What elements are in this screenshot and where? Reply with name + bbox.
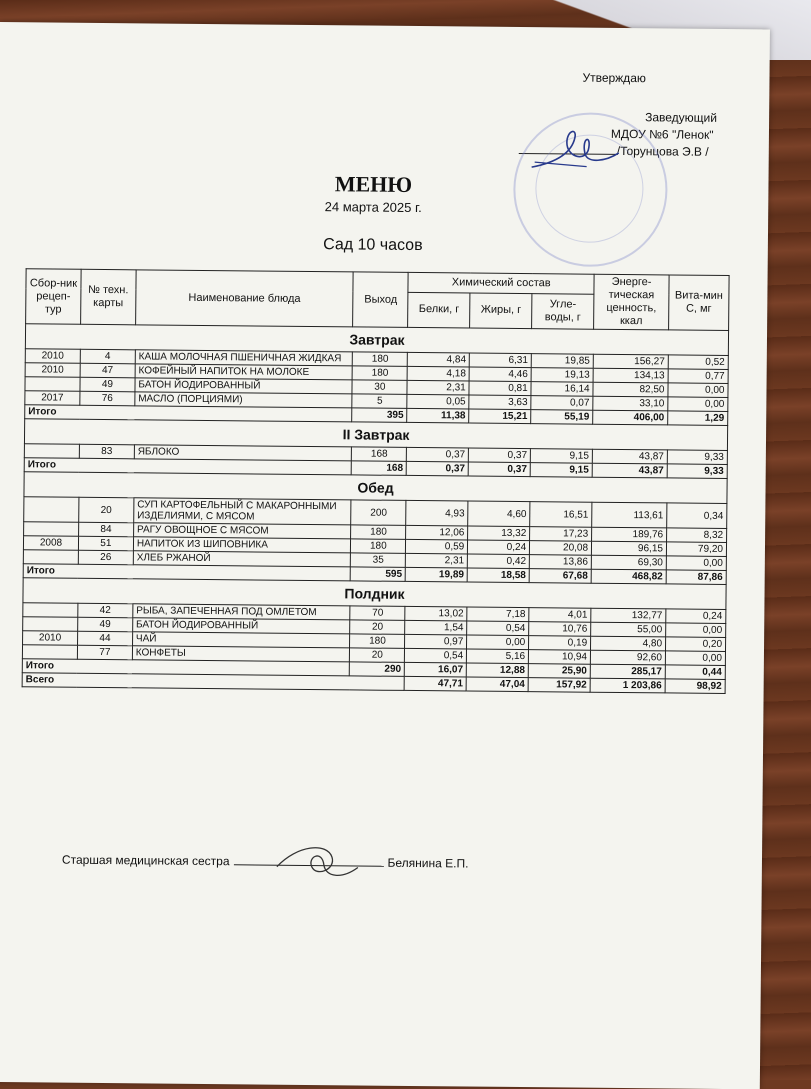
- cell-fat: 0,00: [467, 635, 529, 650]
- cell-card: 51: [78, 536, 133, 551]
- cell-collection: 2010: [25, 363, 80, 378]
- cell-protein: 1,54: [405, 620, 467, 635]
- cell-energy: 189,76: [592, 527, 667, 542]
- cell-fat: 0,37: [469, 448, 531, 463]
- cell-collection: [23, 617, 78, 632]
- cell-vitamin: 8,32: [667, 528, 727, 543]
- cell-total-label: Итого: [25, 405, 353, 422]
- header-fat: Жиры, г: [470, 293, 532, 329]
- director-signature-icon: [527, 122, 628, 178]
- cell-collection: [24, 444, 79, 459]
- cell-card: 20: [79, 497, 134, 523]
- header-carbs: Угле-воды, г: [532, 293, 594, 329]
- nurse-signature-icon: [272, 837, 362, 888]
- cell-dish: СУП КАРТОФЕЛЬНЫЙ С МАКАРОННЫМИ ИЗДЕЛИЯМИ, С МЯСОМ: [134, 498, 352, 525]
- cell-total-carbs: 9,15: [530, 463, 592, 478]
- cell-yield: 168: [352, 447, 407, 462]
- cell-total-carbs: 55,19: [531, 410, 593, 425]
- cell-fat: 0,54: [467, 621, 529, 636]
- cell-yield: 180: [351, 539, 406, 554]
- header-dish: Наименование блюда: [135, 270, 353, 327]
- cell-energy: 113,61: [592, 502, 667, 528]
- cell-energy: 43,87: [592, 449, 667, 464]
- cell-collection: [25, 377, 80, 392]
- cell-yield: 180: [353, 352, 408, 367]
- cell-protein: 0,37: [407, 447, 469, 462]
- cell-fat: 3,63: [469, 395, 531, 410]
- cell-collection: 2010: [23, 631, 78, 646]
- cell-energy: 33,10: [593, 396, 668, 411]
- cell-total-label: Итого: [22, 659, 350, 676]
- cell-grand-energy: 1 203,86: [590, 678, 665, 693]
- cell-dish: ХЛЕБ РЖАНОЙ: [133, 551, 351, 567]
- cell-card: 49: [78, 617, 133, 632]
- cell-energy: 55,00: [591, 622, 666, 637]
- approval-label: Утверждаю: [582, 70, 646, 86]
- cell-vitamin: 0,00: [665, 651, 725, 666]
- cell-protein: 12,06: [406, 525, 468, 540]
- cell-fat: 7,18: [467, 607, 529, 622]
- section-title: Полдник: [23, 578, 726, 610]
- cell-vitamin: 0,77: [668, 369, 728, 384]
- cell-total-fat: 12,88: [466, 663, 528, 678]
- cell-collection: [23, 550, 78, 565]
- cell-yield: 70: [350, 606, 405, 621]
- cell-collection: 2017: [25, 391, 80, 406]
- cell-collection: 2010: [25, 349, 80, 364]
- cell-carbs: 19,85: [531, 354, 593, 369]
- cell-protein: 0,54: [405, 648, 467, 663]
- approval-head: Заведующий: [645, 110, 718, 125]
- cell-dish: ЯБЛОКО: [134, 445, 352, 461]
- cell-vitamin: 0,00: [668, 397, 728, 412]
- cell-protein: 13,02: [405, 606, 467, 621]
- cell-carbs: 10,76: [529, 622, 591, 637]
- cell-vitamin: 0,00: [666, 556, 726, 571]
- cell-carbs: 0,19: [529, 636, 591, 651]
- cell-vitamin: 9,33: [667, 450, 727, 465]
- cell-total-fat: 0,37: [468, 462, 530, 477]
- cell-protein: 4,93: [406, 500, 468, 526]
- cell-carbs: 0,07: [531, 396, 593, 411]
- cell-total-carbs: 67,68: [529, 569, 591, 584]
- cell-fat: 13,32: [468, 526, 530, 541]
- cell-card: 49: [80, 377, 135, 392]
- table-header: [26, 269, 729, 331]
- footer-name: Белянина Е.П.: [387, 855, 469, 871]
- cell-total-vitamin: 0,44: [665, 665, 725, 680]
- cell-vitamin: 0,34: [667, 503, 727, 529]
- menu-sheet: [0, 22, 770, 1089]
- cell-vitamin: 0,24: [666, 609, 726, 624]
- cell-total-protein: 19,89: [405, 567, 467, 582]
- cell-grand-carbs: 157,92: [528, 678, 590, 693]
- cell-grand-protein: 47,71: [404, 676, 466, 691]
- cell-total-energy: 406,00: [593, 410, 668, 425]
- cell-protein: 0,05: [407, 394, 469, 409]
- cell-fat: 4,60: [468, 501, 530, 527]
- cell-collection: 2008: [23, 536, 78, 551]
- approval-name: /Торунцова Э.В /: [616, 143, 709, 159]
- cell-protein: 0,59: [406, 539, 468, 554]
- cell-dish: МАСЛО (ПОРЦИЯМИ): [135, 392, 353, 408]
- section-title: II Завтрак: [24, 419, 727, 451]
- cell-yield: 35: [351, 553, 406, 568]
- cell-total-yield: 168: [352, 461, 407, 476]
- cell-card: 4: [80, 349, 135, 364]
- cell-card: 84: [79, 522, 134, 537]
- cell-dish: НАПИТОК ИЗ ШИПОВНИКА: [133, 537, 351, 553]
- cell-card: 42: [78, 603, 133, 618]
- cell-protein: 0,97: [405, 634, 467, 649]
- header-chem: Химический состав: [408, 272, 594, 293]
- cell-total-label: Итого: [23, 564, 351, 581]
- cell-vitamin: 0,20: [666, 637, 726, 652]
- cell-yield: 180: [352, 366, 407, 381]
- cell-total-yield: 290: [350, 662, 405, 677]
- cell-total-protein: 0,37: [407, 461, 469, 476]
- cell-card: 47: [80, 363, 135, 378]
- cell-fat: 5,16: [467, 649, 529, 664]
- cell-total-fat: 18,58: [467, 568, 529, 583]
- cell-fat: 0,81: [469, 381, 531, 396]
- footer-signature: [62, 853, 469, 871]
- cell-yield: 180: [351, 525, 406, 540]
- cell-yield: 5: [352, 394, 407, 409]
- cell-dish: БАТОН ЙОДИРОВАННЫЙ: [135, 378, 353, 394]
- section-title: Завтрак: [25, 324, 728, 356]
- cell-total-energy: 285,17: [590, 664, 665, 679]
- page-title: МЕНЮ: [334, 171, 413, 197]
- cell-total-energy: 468,82: [591, 569, 666, 584]
- cell-carbs: 19,13: [531, 368, 593, 383]
- cell-total-vitamin: 1,29: [668, 411, 728, 426]
- cell-total-protein: 16,07: [405, 662, 467, 677]
- cell-dish: РАГУ ОВОЩНОЕ С МЯСОМ: [133, 523, 351, 539]
- approval-org: МДОУ №6 "Ленок": [610, 126, 714, 142]
- cell-grand-vitamin: 98,92: [665, 679, 725, 694]
- header-vitamin: Вита-мин С, мг: [669, 275, 730, 331]
- cell-total-protein: 11,38: [407, 408, 469, 423]
- cell-carbs: 10,94: [529, 650, 591, 665]
- table-body: [22, 324, 728, 694]
- cell-protein: 4,84: [408, 352, 470, 367]
- cell-energy: 156,27: [593, 354, 668, 369]
- menu-table: [22, 268, 730, 694]
- cell-carbs: 17,23: [530, 527, 592, 542]
- cell-yield: 30: [352, 380, 407, 395]
- cell-collection: [22, 645, 77, 660]
- cell-total-fat: 15,21: [469, 409, 531, 424]
- cell-dish: БАТОН ЙОДИРОВАННЫЙ: [133, 618, 351, 634]
- cell-grand-fat: 47,04: [466, 677, 528, 692]
- cell-card: 26: [78, 550, 133, 565]
- cell-yield: 180: [350, 634, 405, 649]
- cell-grand-label: Всего: [22, 673, 404, 691]
- header-card: № техн. карты: [81, 269, 136, 325]
- header-collection: Сбор-ник рецеп-тур: [26, 269, 81, 325]
- cell-carbs: 16,14: [531, 382, 593, 397]
- cell-fat: 4,46: [469, 367, 531, 382]
- cell-total-yield: 395: [352, 408, 407, 423]
- cell-vitamin: 0,00: [666, 623, 726, 638]
- cell-collection: [23, 603, 78, 618]
- cell-total-vitamin: 9,33: [667, 464, 727, 479]
- cell-dish: РЫБА, ЗАПЕЧЕННАЯ ПОД ОМЛЕТОМ: [133, 604, 351, 620]
- cell-protein: 2,31: [407, 380, 469, 395]
- header-protein: Белки, г: [408, 292, 470, 328]
- cell-vitamin: 79,20: [666, 542, 726, 557]
- cell-total-energy: 43,87: [592, 463, 667, 478]
- group-name: Сад 10 часов: [323, 236, 423, 255]
- section-title: Обед: [24, 472, 727, 504]
- cell-card: 44: [77, 631, 132, 646]
- cell-energy: 69,30: [591, 555, 666, 570]
- cell-protein: 4,18: [407, 366, 469, 381]
- cell-fat: 0,42: [468, 554, 530, 569]
- cell-total-label: Итого: [24, 458, 352, 475]
- cell-fat: 0,24: [468, 540, 530, 555]
- cell-dish: КОНФЕТЫ: [132, 646, 350, 662]
- cell-card: 77: [77, 645, 132, 660]
- cell-carbs: 9,15: [530, 449, 592, 464]
- cell-energy: 92,60: [590, 650, 665, 665]
- cell-total-carbs: 25,90: [528, 664, 590, 679]
- cell-card: 83: [79, 444, 134, 459]
- cell-yield: 20: [350, 648, 405, 663]
- cell-energy: 132,77: [591, 608, 666, 623]
- cell-fat: 6,31: [469, 353, 531, 368]
- cell-dish: КАША МОЛОЧНАЯ ПШЕНИЧНАЯ ЖИДКАЯ: [135, 350, 353, 366]
- header-yield: Выход: [353, 272, 408, 328]
- cell-collection: [24, 522, 79, 537]
- cell-total-yield: 595: [351, 567, 406, 582]
- cell-dish: КОФЕЙНЫЙ НАПИТОК НА МОЛОКЕ: [135, 364, 353, 380]
- cell-energy: 82,50: [593, 382, 668, 397]
- cell-carbs: 20,08: [530, 541, 592, 556]
- cell-card: 76: [80, 391, 135, 406]
- cell-total-vitamin: 87,86: [666, 570, 726, 585]
- cell-dish: ЧАЙ: [132, 632, 350, 648]
- cell-carbs: 16,51: [530, 502, 592, 528]
- cell-protein: 2,31: [406, 553, 468, 568]
- footer-role: Старшая медицинская сестра: [61, 852, 230, 869]
- cell-yield: 20: [350, 620, 405, 635]
- cell-energy: 4,80: [591, 636, 666, 651]
- cell-vitamin: 0,52: [668, 355, 728, 370]
- cell-carbs: 4,01: [529, 608, 591, 623]
- cell-energy: 134,13: [593, 368, 668, 383]
- cell-collection: [24, 497, 79, 523]
- menu-date: 24 марта 2025 г.: [324, 199, 422, 216]
- cell-vitamin: 0,00: [668, 383, 728, 398]
- cell-carbs: 13,86: [529, 555, 591, 570]
- cell-yield: 200: [351, 500, 406, 526]
- cell-energy: 96,15: [592, 541, 667, 556]
- header-energy: Энерге-тическая ценность, ккал: [594, 274, 669, 330]
